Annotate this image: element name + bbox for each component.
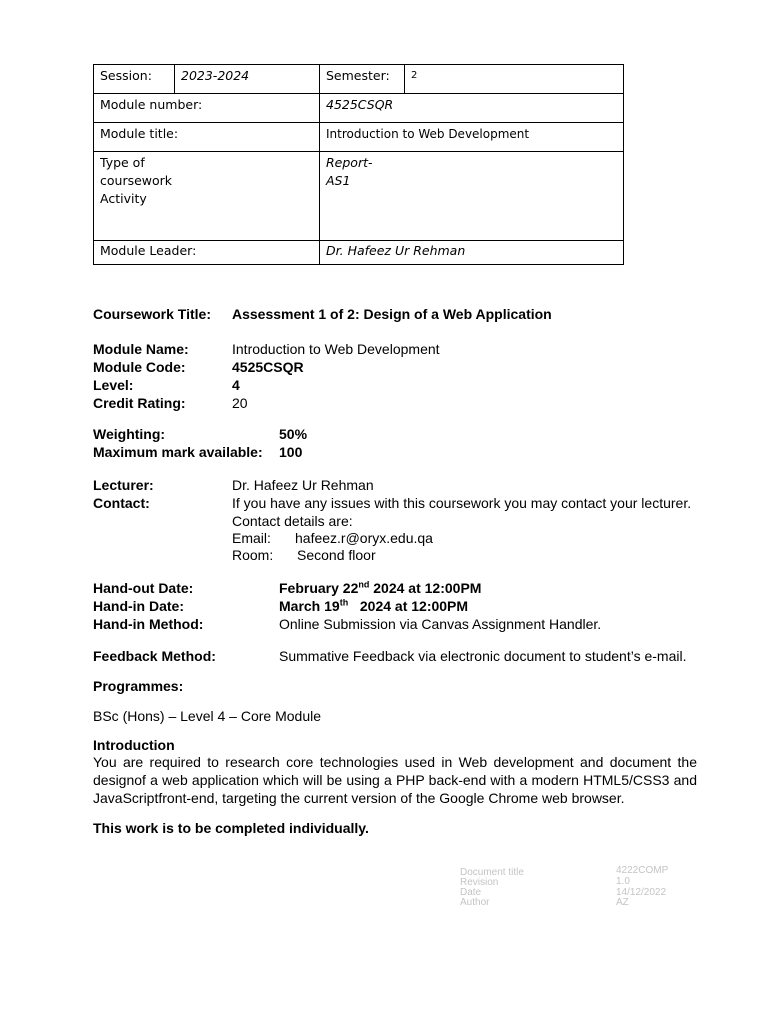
module-code-value: 4525CSQR [232, 359, 304, 375]
lecturer-value: Dr. Hafeez Ur Rehman [232, 477, 374, 493]
handout-value [279, 579, 481, 597]
handin-label: Hand-in Date: [93, 598, 184, 614]
module-number-value: 4525CSQR [320, 94, 624, 123]
email-link[interactable]: hafeez.r@oryx.edu.qa [295, 530, 433, 546]
activity-value-line: AS1 [326, 173, 351, 188]
module-name-value: Introduction to Web Development [232, 341, 440, 357]
handout-date-suffix: nd [358, 579, 370, 590]
handout-date-rest: 2024 at 12:00PM [369, 580, 482, 596]
handin-date-suffix: th [339, 597, 349, 608]
credit-label: Credit Rating: [93, 395, 186, 411]
module-code-label: Module Code: [93, 359, 186, 375]
module-leader-value: Dr. Hafeez Ur Rehman [320, 241, 624, 265]
room-value: Second floor [297, 547, 376, 563]
module-title-label: Module title: [94, 123, 320, 152]
session-label: Session: [94, 65, 175, 94]
room-label: Room: [232, 547, 274, 563]
level-label: Level: [93, 377, 134, 393]
contact-details-text: Contact details are: [232, 513, 353, 529]
programmes-label: Programmes: [93, 678, 184, 694]
coursework-title-value: Assessment 1 of 2: Design of a Web Application [232, 306, 552, 322]
doc-title-value: 4222COMP [616, 865, 669, 876]
doc-title-label: Document title [460, 867, 524, 878]
contact-line: If you have any issues with this coursework you may contact your lecturer. [232, 495, 692, 511]
max-mark-value: 100 [279, 444, 303, 460]
intro-heading: Introduction [93, 737, 175, 753]
individual-note: This work is to be completed individually. [93, 820, 369, 836]
activity-label-line: Type of [100, 155, 145, 170]
intro-paragraph: You are required to research core technologies used in Web development and document the designof a web application which will be using a PHP back-end with a modern HTML5/CSS3 and JavaScriptfront-end, targeting the current version of the Google Chrome web browser. [93, 754, 697, 806]
revision-value: 1.0 [616, 876, 630, 887]
handout-date-main: February 22 [279, 580, 359, 596]
lecturer-label: Lecturer: [93, 477, 154, 493]
date-value: 14/12/2022 [616, 887, 667, 898]
module-number-label: Module number: [94, 94, 320, 123]
handin-method-label: Hand-in Method: [93, 616, 204, 632]
handin-date-main: March 19 [279, 598, 340, 614]
session-value: 2023-2024 [175, 65, 320, 94]
activity-value-line: Report- [326, 155, 373, 170]
author-value: AZ [616, 897, 629, 908]
semester-value: 2 [405, 65, 624, 94]
email-label: Email: [232, 530, 271, 546]
max-mark-label: Maximum mark available: [93, 444, 263, 460]
activity-label-line: Activity [100, 191, 147, 206]
module-name-label: Module Name: [93, 341, 189, 357]
date-label: Date [460, 887, 482, 898]
coursework-title-label: Coursework Title: [93, 306, 211, 322]
credit-value: 20 [232, 395, 248, 411]
module-title-value: Introduction to Web Development [320, 123, 624, 152]
module-leader-label: Module Leader: [94, 241, 320, 265]
document-metadata [460, 866, 700, 914]
activity-label-line: coursework [100, 173, 173, 188]
revision-label: Revision [460, 877, 499, 888]
level-value: 4 [232, 377, 240, 393]
author-label: Author [460, 897, 490, 908]
weighting-label: Weighting: [93, 426, 166, 442]
module-info-table [93, 64, 624, 265]
semester-label: Semester: [320, 65, 405, 94]
handout-label: Hand-out Date: [93, 580, 194, 596]
handin-value [279, 597, 468, 615]
activity-label [94, 152, 320, 241]
feedback-label: Feedback Method: [93, 648, 216, 664]
activity-value [320, 152, 624, 241]
contact-label: Contact: [93, 495, 150, 511]
handin-method-value: Online Submission via Canvas Assignment Handler. [279, 616, 602, 632]
handin-date-rest: 2024 at 12:00PM [348, 598, 469, 614]
programmes-value: BSc (Hons) – Level 4 – Core Module [93, 708, 321, 724]
weighting-value: 50% [279, 426, 308, 442]
feedback-value: Summative Feedback via electronic document to student’s e-mail. [279, 648, 687, 664]
